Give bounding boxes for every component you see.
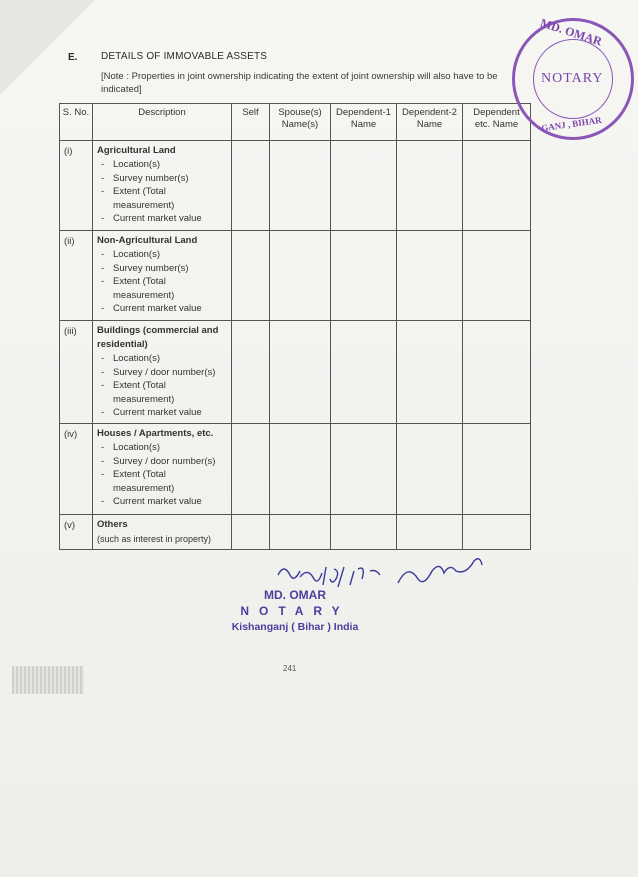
cell-dependent-1 xyxy=(331,424,397,515)
cell-spouse xyxy=(270,231,331,321)
header-s-no: S. No. xyxy=(60,104,93,141)
row-description xyxy=(93,515,232,550)
list-item: - Current market value xyxy=(113,302,227,316)
cell-self xyxy=(232,231,270,321)
header-spouse: Spouse(s) Name(s) xyxy=(270,104,331,141)
row-description xyxy=(93,321,232,424)
row-subtext: (such as interest in property) xyxy=(97,534,212,544)
cell-dependent-etc xyxy=(463,231,531,321)
cell-spouse xyxy=(270,515,331,550)
notary-seal-center-text: NOTARY xyxy=(541,71,604,86)
cell-self xyxy=(232,515,270,550)
page-corner-fold xyxy=(0,0,95,95)
row-number: (i) xyxy=(60,141,93,231)
cell-self xyxy=(232,141,270,231)
notary-block xyxy=(205,588,385,633)
list-item: - Current market value xyxy=(113,212,227,226)
cell-spouse xyxy=(270,424,331,515)
cell-dependent-1 xyxy=(331,321,397,424)
list-item: - Extent (Total measurement) xyxy=(113,275,227,302)
notary-title: NOTARY xyxy=(240,604,350,618)
cell-dependent-1 xyxy=(331,515,397,550)
table-row xyxy=(60,231,531,321)
table-row xyxy=(60,515,531,550)
row-number: (iv) xyxy=(60,424,93,515)
cell-dependent-2 xyxy=(397,424,463,515)
row-description xyxy=(93,231,232,321)
row-description xyxy=(93,424,232,515)
list-item: - Location(s) xyxy=(113,352,227,366)
immovable-assets-table xyxy=(59,103,531,550)
scan-smudge xyxy=(12,666,84,694)
cell-spouse xyxy=(270,141,331,231)
list-item: - Survey number(s) xyxy=(113,172,227,186)
cell-dependent-1 xyxy=(331,141,397,231)
row-category: Houses / Apartments, etc. xyxy=(97,428,214,439)
notary-place: Kishanganj ( Bihar ) India xyxy=(231,621,359,633)
row-category: Non-Agricultural Land xyxy=(97,235,198,246)
list-item: - Survey / door number(s) xyxy=(113,455,227,469)
header-dependent-etc: Dependent etc. Name xyxy=(463,104,531,141)
notary-seal xyxy=(512,15,634,140)
list-item: - Location(s) xyxy=(113,441,227,455)
cell-dependent-2 xyxy=(397,231,463,321)
cell-dependent-2 xyxy=(397,515,463,550)
table-row xyxy=(60,321,531,424)
cell-dependent-1 xyxy=(331,231,397,321)
notary-name: MD. OMAR xyxy=(264,588,326,602)
row-category: Buildings (commercial and residential) xyxy=(97,325,219,350)
section-letter: E. xyxy=(68,52,78,63)
cell-self xyxy=(232,424,270,515)
list-item: - Survey number(s) xyxy=(113,262,227,276)
notary-seal-top-text: MD. OMAR xyxy=(538,15,604,49)
row-category: Agricultural Land xyxy=(97,145,176,156)
cell-dependent-etc xyxy=(463,141,531,231)
cell-self xyxy=(232,321,270,424)
cell-dependent-etc xyxy=(463,321,531,424)
header-self: Self xyxy=(232,104,270,141)
list-item: - Current market value xyxy=(113,406,227,420)
table-row xyxy=(60,424,531,515)
list-item: - Extent (Total measurement) xyxy=(113,468,227,495)
cell-dependent-2 xyxy=(397,141,463,231)
table-row xyxy=(60,141,531,231)
cell-dependent-etc xyxy=(463,424,531,515)
header-description: Description xyxy=(93,104,232,141)
row-number: (ii) xyxy=(60,231,93,321)
list-item: - Location(s) xyxy=(113,158,227,172)
page-number: 241 xyxy=(283,664,297,673)
row-description xyxy=(93,141,232,231)
header-dependent-2: Dependent-2 Name xyxy=(397,104,463,141)
cell-spouse xyxy=(270,321,331,424)
list-item: - Extent (Total measurement) xyxy=(113,185,227,212)
header-dependent-1: Dependent-1 Name xyxy=(331,104,397,141)
row-number: (v) xyxy=(60,515,93,550)
row-category: Others xyxy=(97,519,128,530)
cell-dependent-etc xyxy=(463,515,531,550)
table-header-row xyxy=(60,104,531,141)
list-item: - Location(s) xyxy=(113,248,227,262)
list-item: - Current market value xyxy=(113,495,227,509)
row-number: (iii) xyxy=(60,321,93,424)
cell-dependent-2 xyxy=(397,321,463,424)
list-item: - Extent (Total measurement) xyxy=(113,379,227,406)
section-note: [Note : Properties in joint ownership indicating the extent of joint ownership will also have to be indicated] xyxy=(101,71,498,95)
list-item: - Survey / door number(s) xyxy=(113,366,227,380)
section-title: DETAILS OF IMMOVABLE ASSETS xyxy=(101,51,268,62)
notary-seal-bottom-text: GANJ , BIHAR xyxy=(540,114,603,134)
